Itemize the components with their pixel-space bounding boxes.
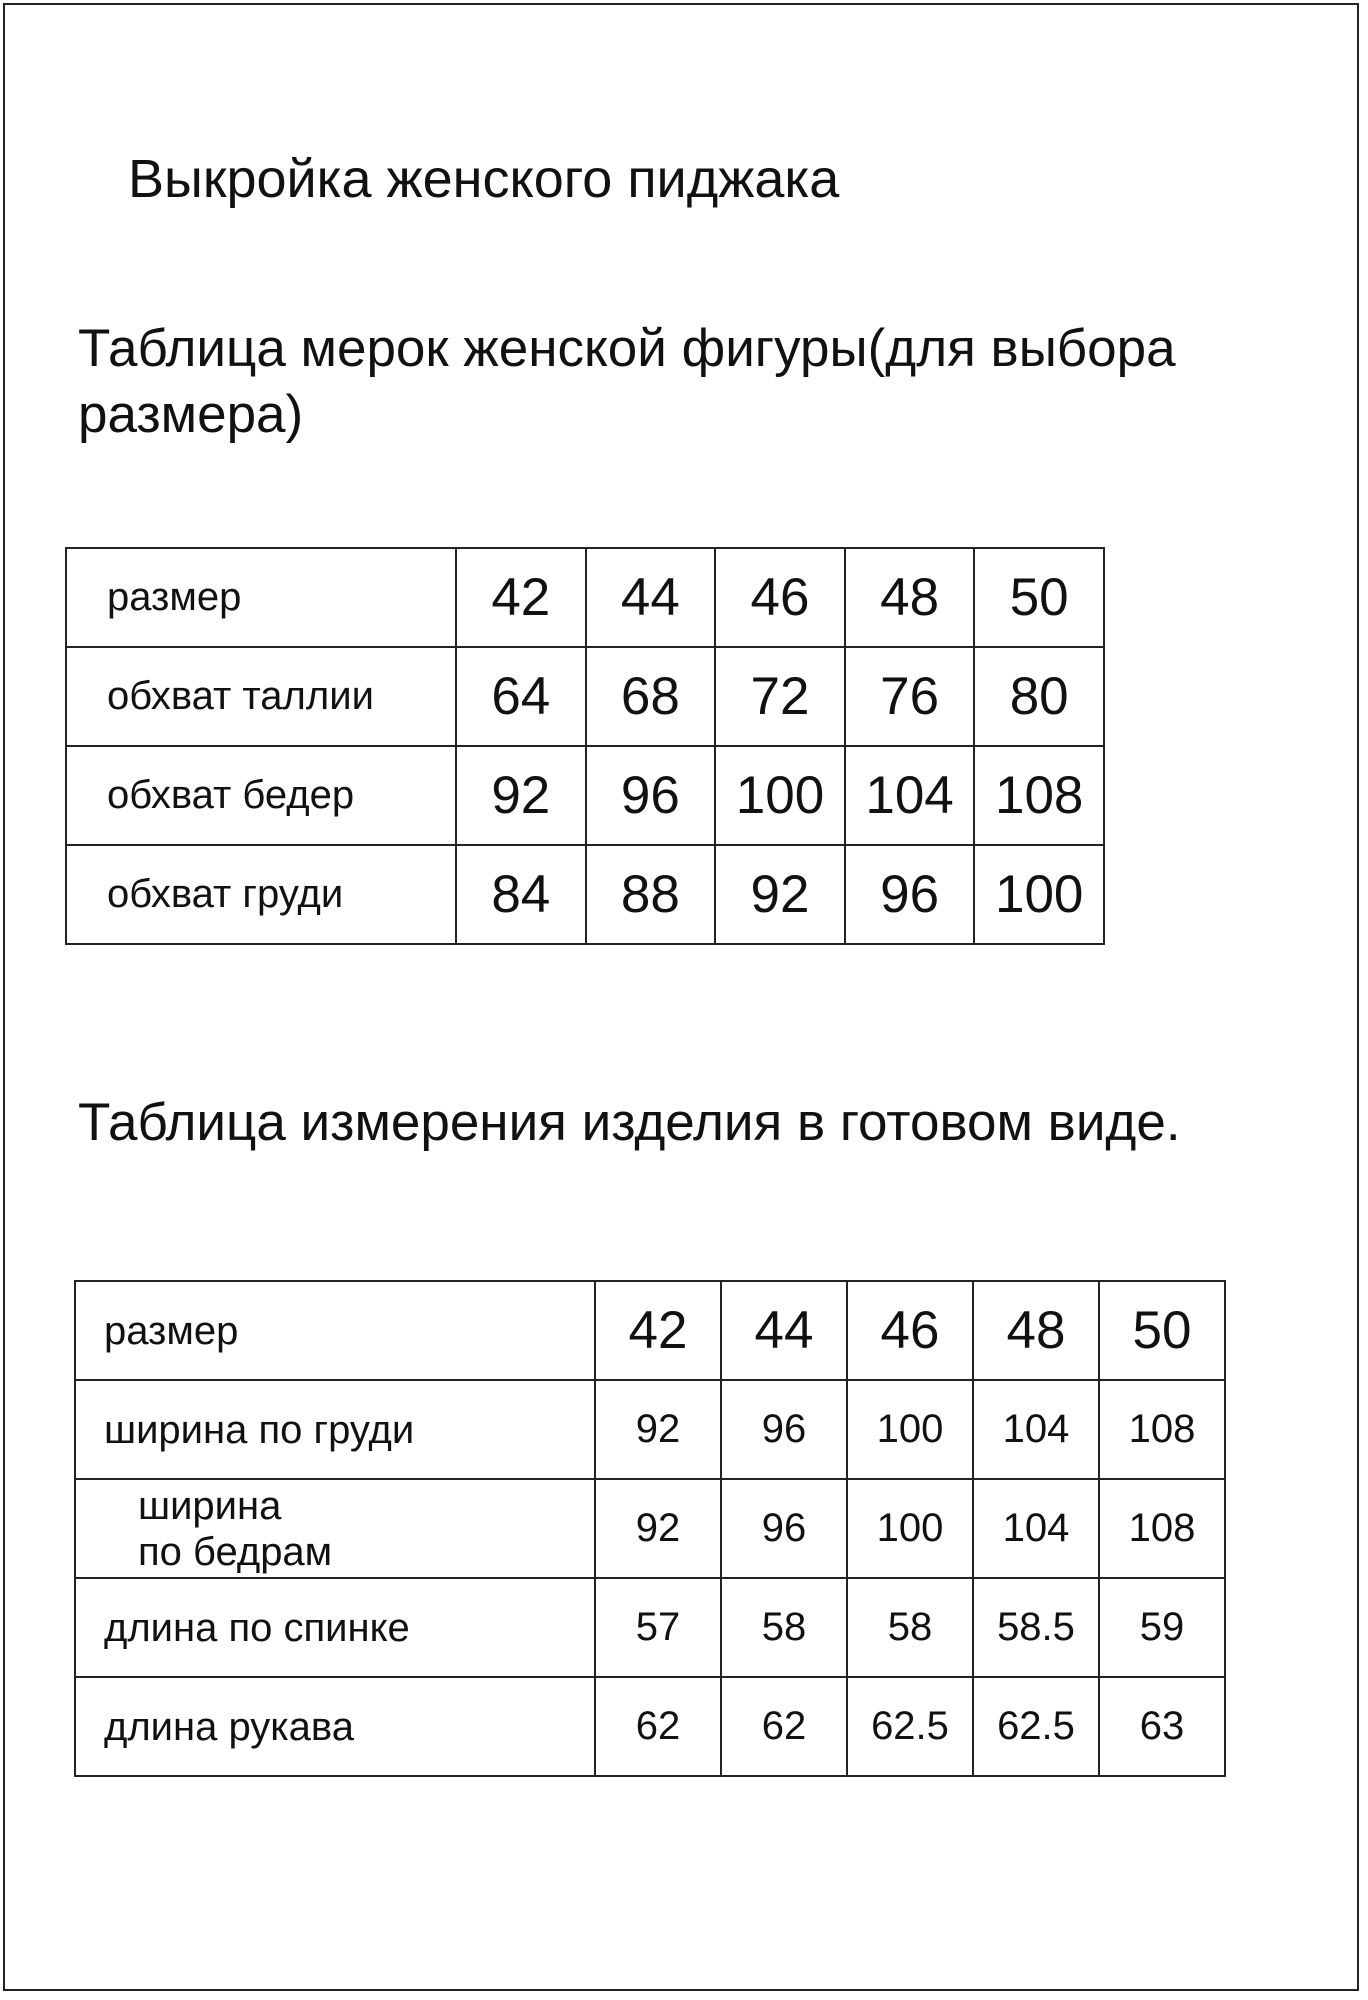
value-cell: 59 — [1099, 1578, 1225, 1677]
table-row — [75, 1578, 1225, 1677]
value-cell: 100 — [715, 746, 845, 845]
value-cell: 62.5 — [847, 1677, 973, 1776]
row-label: обхват таллии — [66, 647, 456, 746]
size-header-cell: 48 — [845, 548, 975, 647]
size-header-cell: 50 — [1099, 1281, 1225, 1380]
table-header-row — [75, 1281, 1225, 1380]
value-cell: 80 — [974, 647, 1104, 746]
page-title: Выкройка женского пиджака — [128, 149, 840, 209]
value-cell: 108 — [974, 746, 1104, 845]
size-header-cell: 46 — [847, 1281, 973, 1380]
row-label: ширина по груди — [75, 1380, 595, 1479]
measurements-table-heading: Таблица мерок женской фигуры(для выбора размера) — [78, 319, 1176, 444]
value-cell: 96 — [721, 1479, 847, 1578]
size-header-cell: 50 — [974, 548, 1104, 647]
row-label: обхват бедер — [66, 746, 456, 845]
garment-measurements-table — [74, 1280, 1226, 1777]
size-header-cell: 48 — [973, 1281, 1099, 1380]
row-label: длина рукава — [75, 1677, 595, 1776]
value-cell: 84 — [456, 845, 586, 944]
value-cell: 58.5 — [973, 1578, 1099, 1677]
size-header-cell: 46 — [715, 548, 845, 647]
value-cell: 68 — [586, 647, 716, 746]
value-cell: 58 — [721, 1578, 847, 1677]
row-label-line: ширина — [138, 1483, 282, 1528]
size-header-cell: 42 — [456, 548, 586, 647]
value-cell: 100 — [974, 845, 1104, 944]
table-row — [75, 1380, 1225, 1479]
row-label: обхват груди — [66, 845, 456, 944]
value-cell: 88 — [586, 845, 716, 944]
value-cell: 92 — [595, 1479, 721, 1578]
value-cell: 92 — [456, 746, 586, 845]
value-cell: 92 — [595, 1380, 721, 1479]
table-row — [75, 1479, 1225, 1578]
value-cell: 62 — [721, 1677, 847, 1776]
value-cell: 58 — [847, 1578, 973, 1677]
value-cell: 92 — [715, 845, 845, 944]
size-header-cell: 42 — [595, 1281, 721, 1380]
row-label — [75, 1479, 595, 1578]
value-cell: 108 — [1099, 1380, 1225, 1479]
value-cell: 96 — [845, 845, 975, 944]
size-header-label: размер — [75, 1281, 595, 1380]
table-row — [75, 1677, 1225, 1776]
size-header-cell: 44 — [721, 1281, 847, 1380]
value-cell: 96 — [721, 1380, 847, 1479]
value-cell: 108 — [1099, 1479, 1225, 1578]
row-label: длина по спинке — [75, 1578, 595, 1677]
garment-table-heading: Таблица измерения изделия в готовом виде. — [78, 1093, 1181, 1152]
value-cell: 62 — [595, 1677, 721, 1776]
size-header-label: размер — [66, 548, 456, 647]
value-cell: 100 — [847, 1380, 973, 1479]
table-header-row — [66, 548, 1104, 647]
row-label-line: по бедрам — [138, 1529, 333, 1574]
body-measurements-table — [65, 547, 1105, 945]
value-cell: 72 — [715, 647, 845, 746]
value-cell: 76 — [845, 647, 975, 746]
value-cell: 62.5 — [973, 1677, 1099, 1776]
table-row — [66, 845, 1104, 944]
table-row — [66, 746, 1104, 845]
value-cell: 104 — [973, 1380, 1099, 1479]
value-cell: 104 — [845, 746, 975, 845]
size-header-cell: 44 — [586, 548, 716, 647]
value-cell: 100 — [847, 1479, 973, 1578]
value-cell: 96 — [586, 746, 716, 845]
table-row — [66, 647, 1104, 746]
value-cell: 63 — [1099, 1677, 1225, 1776]
value-cell: 57 — [595, 1578, 721, 1677]
value-cell: 64 — [456, 647, 586, 746]
value-cell: 104 — [973, 1479, 1099, 1578]
